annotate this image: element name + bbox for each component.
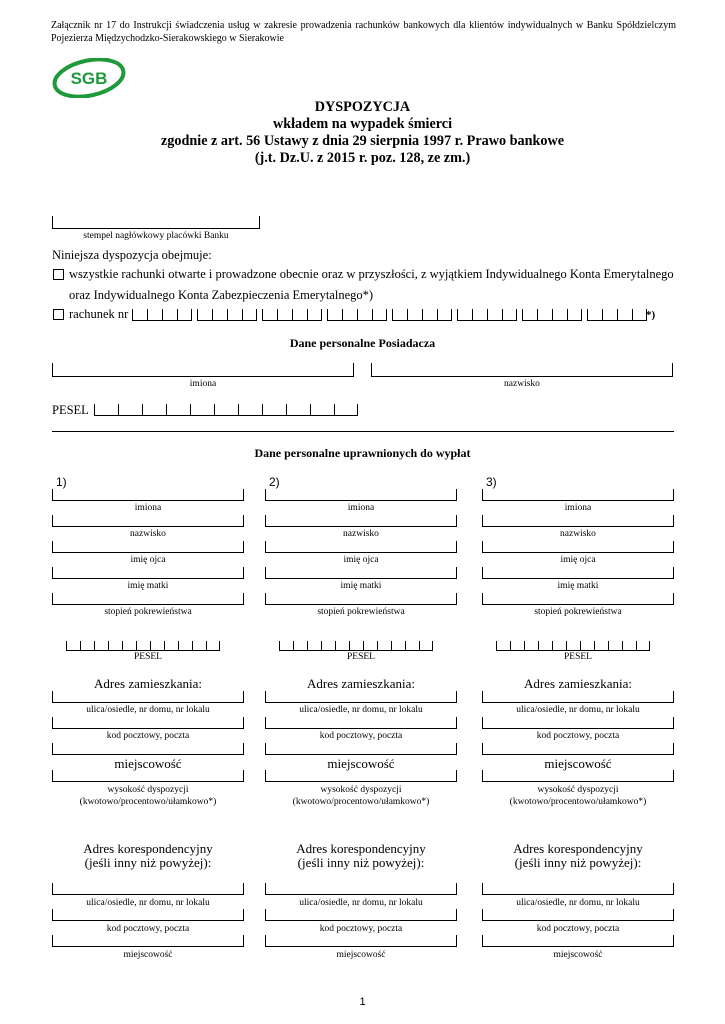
beneficiary-2-corr-title-1: Adres korespondencyjny (296, 841, 426, 856)
digit-box[interactable] (502, 309, 517, 321)
holder-pesel-field[interactable] (94, 404, 358, 416)
digit-box[interactable] (538, 641, 552, 651)
digit-box[interactable] (142, 404, 166, 416)
digit-box[interactable] (617, 309, 632, 321)
beneficiary-2-corr-postal-label: kod pocztowy, poczta (319, 924, 403, 934)
digit-box[interactable] (321, 641, 335, 651)
beneficiary-3-pesel-field[interactable] (496, 641, 654, 651)
digit-box[interactable] (227, 309, 242, 321)
beneficiary-1-corr-title-2: (jeśli inny niż powyżej): (84, 855, 212, 870)
beneficiary-3-pesel-label: PESEL (564, 652, 592, 662)
beneficiary-1-corr-postal-label: kod pocztowy, poczta (106, 924, 190, 934)
beneficiary-3-mother-name-label: imię matki (557, 581, 599, 591)
digit-box[interactable] (150, 641, 164, 651)
digit-box[interactable] (510, 641, 524, 651)
beneficiary-1-surname-label: nazwisko (130, 529, 166, 539)
beneficiary-1-surname-field[interactable] (52, 515, 244, 527)
digit-box[interactable] (292, 309, 307, 321)
beneficiary-2-surname-label: nazwisko (343, 529, 379, 539)
beneficiary-1-share-field[interactable] (52, 770, 244, 782)
digit-box[interactable] (472, 309, 487, 321)
doc-title-line1: DYSPOZYCJA (314, 99, 411, 115)
digit-box[interactable] (437, 309, 452, 321)
beneficiary-3-share-field[interactable] (482, 770, 674, 782)
digit-box[interactable] (357, 309, 372, 321)
digit-box[interactable] (342, 309, 357, 321)
page-number: 1 (359, 996, 366, 1008)
digit-box[interactable] (622, 641, 636, 651)
account-number-field[interactable] (132, 309, 648, 321)
digit-box[interactable] (391, 641, 405, 651)
digit-box[interactable] (206, 641, 220, 651)
digit-box[interactable] (524, 641, 538, 651)
digit-box[interactable] (192, 641, 206, 651)
beneficiary-1-city-field[interactable] (52, 743, 244, 755)
digit-box[interactable] (293, 641, 307, 651)
holder-section-title: Dane personalne Posiadacza (289, 336, 436, 350)
digit-box[interactable] (238, 404, 262, 416)
digit-box[interactable] (636, 641, 650, 651)
beneficiary-2-surname-field[interactable] (265, 515, 457, 527)
digit-box[interactable] (94, 404, 118, 416)
doc-title-line4: (j.t. Dz.U. z 2015 r. poz. 128, ze zm.) (254, 150, 471, 166)
holder-surname-label: nazwisko (504, 379, 540, 389)
beneficiary-3-street-label: ulica/osiedle, nr domu, nr lokalu (516, 705, 640, 715)
beneficiary-1-postal-field[interactable] (52, 717, 244, 729)
digit-box[interactable] (80, 641, 94, 651)
beneficiary-3-corr-title-1: Adres korespondencyjny (513, 841, 643, 856)
beneficiary-2-city-label: miejscowość (327, 756, 395, 771)
digit-box[interactable] (178, 641, 192, 651)
beneficiary-2-corr-city-field[interactable] (265, 935, 457, 947)
digit-box[interactable] (136, 641, 150, 651)
beneficiary-2-relationship-field[interactable] (265, 593, 457, 605)
beneficiary-1-pesel-field[interactable] (66, 641, 224, 651)
digit-box[interactable] (363, 641, 377, 651)
beneficiary-2-pesel-field[interactable] (279, 641, 437, 651)
beneficiary-1-corr-street-field[interactable] (52, 883, 244, 895)
digit-box[interactable] (164, 641, 178, 651)
digit-box[interactable] (392, 309, 407, 321)
digit-box[interactable] (94, 641, 108, 651)
digit-box[interactable] (372, 309, 387, 321)
beneficiary-2-mother-name-label: imię matki (340, 581, 382, 591)
digit-box[interactable] (118, 404, 142, 416)
single-account-label: rachunek nr (69, 307, 129, 321)
beneficiary-2-corr-postal-field[interactable] (265, 909, 457, 921)
beneficiary-2-first-names-label: imiona (347, 503, 375, 513)
beneficiary-2-city-field[interactable] (265, 743, 457, 755)
digit-box[interactable] (496, 641, 510, 651)
beneficiaries-title: Dane personalne uprawnionych do wypłat (254, 446, 471, 460)
beneficiary-1-corr-postal-field[interactable] (52, 909, 244, 921)
digit-box[interactable] (334, 404, 358, 416)
digit-box[interactable] (335, 641, 349, 651)
digit-box[interactable] (349, 641, 363, 651)
beneficiary-2-mother-name-field[interactable] (265, 567, 457, 579)
beneficiary-1-mother-name-field[interactable] (52, 567, 244, 579)
beneficiary-2-father-name-label: imię ojca (343, 555, 379, 565)
beneficiary-3-first-names-field[interactable] (482, 489, 674, 501)
beneficiary-3-corr-postal-label: kod pocztowy, poczta (536, 924, 620, 934)
digit-box[interactable] (147, 309, 162, 321)
sgb-logo (52, 58, 126, 98)
beneficiary-2-corr-title-2: (jeśli inny niż powyżej): (297, 855, 425, 870)
beneficiary-2-number: 2) (269, 475, 280, 489)
all-accounts-label-line2: oraz Indywidualnego Konta Zabezpieczenia Emerytalnego*) (69, 288, 374, 302)
doc-title-line3: zgodnie z art. 56 Ustawy z dnia 29 sierpnia 1997 r. Prawo bankowe (160, 133, 565, 149)
beneficiary-1-father-name-field[interactable] (52, 541, 244, 553)
beneficiary-1-street-label: ulica/osiedle, nr domu, nr lokalu (86, 705, 210, 715)
digit-box[interactable] (279, 641, 293, 651)
beneficiary-3-share-label-1: wysokość dyspozycji (537, 785, 619, 795)
beneficiary-3-postal-label: kod pocztowy, poczta (536, 731, 620, 741)
digit-box[interactable] (566, 641, 580, 651)
digit-box[interactable] (552, 309, 567, 321)
holder-pesel-label: PESEL (52, 403, 89, 417)
beneficiary-1-number: 1) (56, 475, 67, 489)
digit-box[interactable] (419, 641, 433, 651)
beneficiary-2-postal-field[interactable] (265, 717, 457, 729)
digit-box[interactable] (242, 309, 257, 321)
digit-box[interactable] (407, 309, 422, 321)
beneficiary-2-pesel-label: PESEL (347, 652, 375, 662)
digit-box[interactable] (307, 309, 322, 321)
beneficiary-3-city-label: miejscowość (544, 756, 612, 771)
beneficiary-3-corr-postal-field[interactable] (482, 909, 674, 921)
beneficiary-2-address-title: Adres zamieszkania: (307, 676, 415, 691)
beneficiary-3-relationship-field[interactable] (482, 593, 674, 605)
digit-box[interactable] (212, 309, 227, 321)
digit-box[interactable] (552, 641, 566, 651)
digit-box[interactable] (197, 309, 212, 321)
digit-box[interactable] (310, 404, 334, 416)
beneficiary-3-father-name-field[interactable] (482, 541, 674, 553)
beneficiary-2-corr-street-field[interactable] (265, 883, 457, 895)
beneficiary-3-father-name-label: imię ojca (560, 555, 596, 565)
beneficiary-1-street-field[interactable] (52, 691, 244, 703)
digit-box[interactable] (422, 309, 437, 321)
digit-box[interactable] (262, 404, 286, 416)
digit-box[interactable] (537, 309, 552, 321)
beneficiary-1-mother-name-label: imię matki (127, 581, 169, 591)
digit-box[interactable] (177, 309, 192, 321)
beneficiary-1-city-label: miejscowość (114, 756, 182, 771)
logo-text: SGB (70, 69, 108, 88)
beneficiary-3-corr-city-field[interactable] (482, 935, 674, 947)
beneficiary-3-number: 3) (486, 475, 497, 489)
digit-box[interactable] (587, 309, 602, 321)
digit-box[interactable] (327, 309, 342, 321)
beneficiary-2-father-name-field[interactable] (265, 541, 457, 553)
digit-box[interactable] (377, 641, 391, 651)
beneficiary-1-relationship-field[interactable] (52, 593, 244, 605)
beneficiary-3-street-field[interactable] (482, 691, 674, 703)
beneficiary-3-corr-street-label: ulica/osiedle, nr domu, nr lokalu (516, 898, 640, 908)
beneficiary-3-mother-name-field[interactable] (482, 567, 674, 579)
beneficiary-2-first-names-field[interactable] (265, 489, 457, 501)
beneficiary-1-pesel-label: PESEL (134, 652, 162, 662)
stamp-field[interactable] (52, 216, 260, 229)
beneficiary-3-surname-field[interactable] (482, 515, 674, 527)
digit-box[interactable] (602, 309, 617, 321)
digit-box[interactable] (594, 641, 608, 651)
digit-box[interactable] (522, 309, 537, 321)
beneficiary-2-postal-label: kod pocztowy, poczta (319, 731, 403, 741)
beneficiary-2-corr-street-label: ulica/osiedle, nr domu, nr lokalu (299, 898, 423, 908)
digit-box[interactable] (122, 641, 136, 651)
beneficiary-3-postal-field[interactable] (482, 717, 674, 729)
beneficiary-1-share-label-2: (kwotowo/procentowo/ułamkowo*) (79, 797, 217, 807)
digit-box[interactable] (608, 641, 622, 651)
holder-first-names-field[interactable] (52, 363, 354, 377)
beneficiary-1-corr-city-field[interactable] (52, 935, 244, 947)
doc-title-line2: wkładem na wypadek śmierci (272, 116, 453, 132)
beneficiary-2-street-field[interactable] (265, 691, 457, 703)
beneficiary-1-corr-title-1: Adres korespondencyjny (83, 841, 213, 856)
beneficiary-2-corr-city-label: miejscowość (336, 950, 386, 960)
beneficiary-1-relationship-label: stopień pokrewieństwa (104, 607, 192, 617)
digit-box[interactable] (108, 641, 122, 651)
beneficiary-1-postal-label: kod pocztowy, poczta (106, 731, 190, 741)
beneficiary-3-surname-label: nazwisko (560, 529, 596, 539)
digit-box[interactable] (162, 309, 177, 321)
account-footnote-mark: *) (646, 309, 656, 321)
header-note: Załącznik nr 17 do Instrukcji świadczenia usług w zakresie prowadzenia rachunków bankowych dla klientów indywidualnych w Banku Spółdzielczym Pojezierza Międzychodzko-Sierakowskiego w Sierakowie (51, 20, 676, 44)
digit-box[interactable] (580, 641, 594, 651)
beneficiary-3-relationship-label: stopień pokrewieństwa (534, 607, 622, 617)
holder-first-names-label: imiona (189, 379, 217, 389)
beneficiary-2-share-label-1: wysokość dyspozycji (320, 785, 402, 795)
digit-box[interactable] (277, 309, 292, 321)
beneficiary-1-father-name-label: imię ojca (130, 555, 166, 565)
digit-box[interactable] (166, 404, 190, 416)
single-account-checkbox[interactable] (53, 309, 64, 320)
beneficiary-1-corr-street-label: ulica/osiedle, nr domu, nr lokalu (86, 898, 210, 908)
beneficiary-3-first-names-label: imiona (564, 503, 592, 513)
beneficiary-3-share-label-2: (kwotowo/procentowo/ułamkowo*) (509, 797, 647, 807)
digit-box[interactable] (262, 309, 277, 321)
digit-box[interactable] (214, 404, 238, 416)
beneficiary-3-city-field[interactable] (482, 743, 674, 755)
all-accounts-checkbox[interactable] (53, 269, 64, 280)
beneficiary-2-share-field[interactable] (265, 770, 457, 782)
stamp-label: stempel nagłówkowy placówki Banku (83, 231, 229, 241)
beneficiary-1-first-names-label: imiona (134, 503, 162, 513)
digit-box[interactable] (286, 404, 310, 416)
beneficiary-3-corr-title-2: (jeśli inny niż powyżej): (514, 855, 642, 870)
digit-box[interactable] (487, 309, 502, 321)
beneficiary-3-corr-city-label: miejscowość (553, 950, 603, 960)
digit-box[interactable] (405, 641, 419, 651)
scope-intro: Niniejsza dyspozycja obejmuje: (52, 248, 212, 262)
beneficiary-2-share-label-2: (kwotowo/procentowo/ułamkowo*) (292, 797, 430, 807)
beneficiary-3-address-title: Adres zamieszkania: (524, 676, 632, 691)
digit-box[interactable] (567, 309, 582, 321)
digit-box[interactable] (307, 641, 321, 651)
beneficiary-1-share-label-1: wysokość dyspozycji (107, 785, 189, 795)
beneficiary-1-corr-city-label: miejscowość (123, 950, 173, 960)
digit-box[interactable] (66, 641, 80, 651)
digit-box[interactable] (132, 309, 147, 321)
beneficiary-2-relationship-label: stopień pokrewieństwa (317, 607, 405, 617)
beneficiary-2-street-label: ulica/osiedle, nr domu, nr lokalu (299, 705, 423, 715)
beneficiary-1-first-names-field[interactable] (52, 489, 244, 501)
beneficiary-1-address-title: Adres zamieszkania: (94, 676, 202, 691)
beneficiary-3-corr-street-field[interactable] (482, 883, 674, 895)
holder-surname-field[interactable] (371, 363, 673, 377)
digit-box[interactable] (457, 309, 472, 321)
digit-box[interactable] (632, 309, 647, 321)
digit-box[interactable] (190, 404, 214, 416)
all-accounts-label-line1: wszystkie rachunki otwarte i prowadzone obecnie oraz w przyszłości, z wyjątkiem Indywidualnego Konta Emerytalnego (69, 267, 674, 281)
section-divider (52, 431, 674, 432)
